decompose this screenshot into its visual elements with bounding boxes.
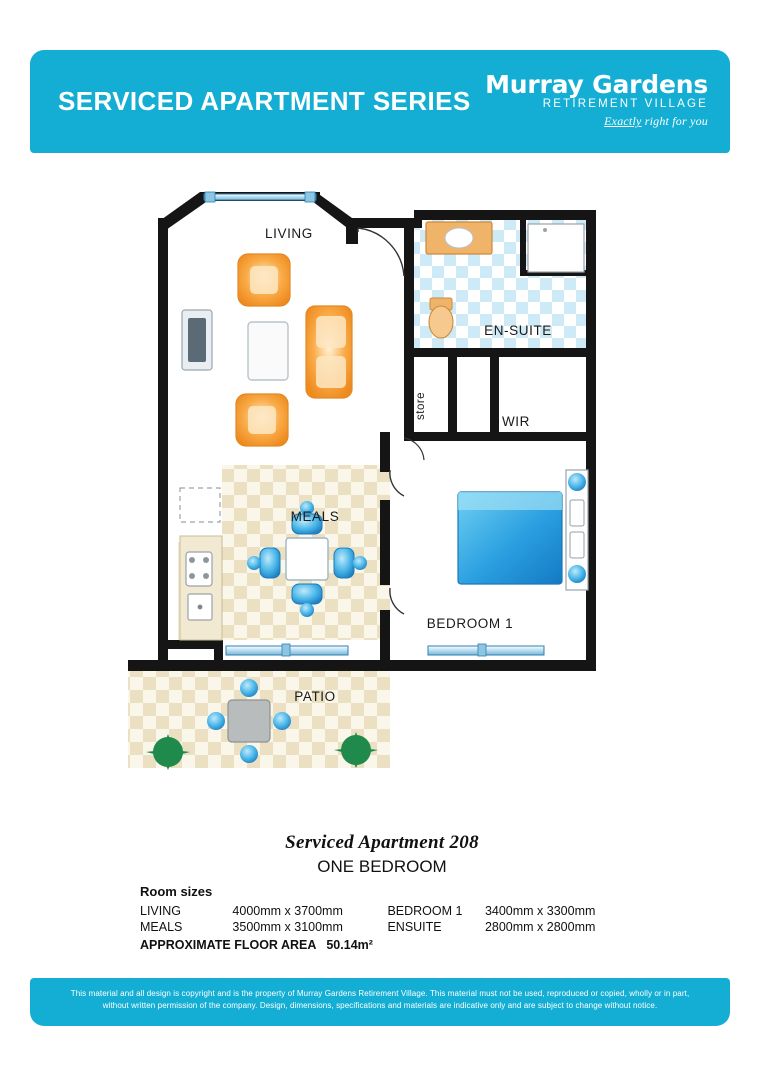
room-label-meals: MEALS xyxy=(290,509,340,524)
table-row xyxy=(140,919,640,935)
room-name: ENSUITE xyxy=(387,920,442,934)
floor-area xyxy=(140,938,640,952)
room-sizes-table xyxy=(140,903,640,935)
room-dimension: 4000mm x 3700mm xyxy=(232,904,343,918)
room-sizes-block xyxy=(140,884,640,952)
apartment-type: ONE BEDROOM xyxy=(317,857,447,876)
copyright-line-1: This material and all design is copyright and is the property of Murray Gardens Retirement Village. This material must not be used, reproduced or copied, wholly or in part, xyxy=(70,989,690,998)
plan-caption xyxy=(0,832,764,877)
room-sizes-title: Room sizes xyxy=(140,884,213,899)
floor-area-value: 50.14m² xyxy=(326,938,373,952)
floor-area-label: APPROXIMATE FLOOR AREA xyxy=(140,938,316,952)
room-label-wir: WIR xyxy=(501,414,531,429)
table-row xyxy=(140,903,640,919)
page-header xyxy=(30,50,730,153)
brand-tagline xyxy=(485,115,708,127)
copyright-line-2: without written permission of the company. Design, dimensions, specifications and materials are indicative only and are subject to change without notice. xyxy=(102,1001,658,1011)
brand-tagline-emphasis: Exactly xyxy=(604,114,642,129)
page-footer xyxy=(30,978,730,1026)
brand-tagline-rest: right for you xyxy=(641,114,708,129)
room-dimension: 2800mm x 2800mm xyxy=(484,920,596,934)
floor-fills xyxy=(128,210,590,768)
room-name: LIVING xyxy=(140,904,181,918)
room-label-bedroom-1: BEDROOM 1 xyxy=(426,616,514,631)
brand-name: Murray Gardens xyxy=(485,69,708,99)
room-dimension: 3500mm x 3100mm xyxy=(232,920,343,934)
floorplan xyxy=(0,170,764,810)
room-label-patio: PATIO xyxy=(294,689,336,704)
room-label-ensuite: EN-SUITE xyxy=(484,323,552,338)
room-name: MEALS xyxy=(140,920,183,934)
room-name: BEDROOM 1 xyxy=(387,904,463,918)
floorplan-drawing xyxy=(0,170,764,810)
page-title: SERVICED APARTMENT SERIES xyxy=(58,86,471,116)
brand-logo xyxy=(485,69,708,132)
room-dimension: 3400mm x 3300mm xyxy=(484,904,596,918)
brand-subtitle: RETIREMENT VILLAGE xyxy=(542,97,708,110)
room-label-living: LIVING xyxy=(265,226,313,241)
room-label-store: store xyxy=(415,391,427,420)
apartment-name: Serviced Apartment 208 xyxy=(285,832,479,853)
